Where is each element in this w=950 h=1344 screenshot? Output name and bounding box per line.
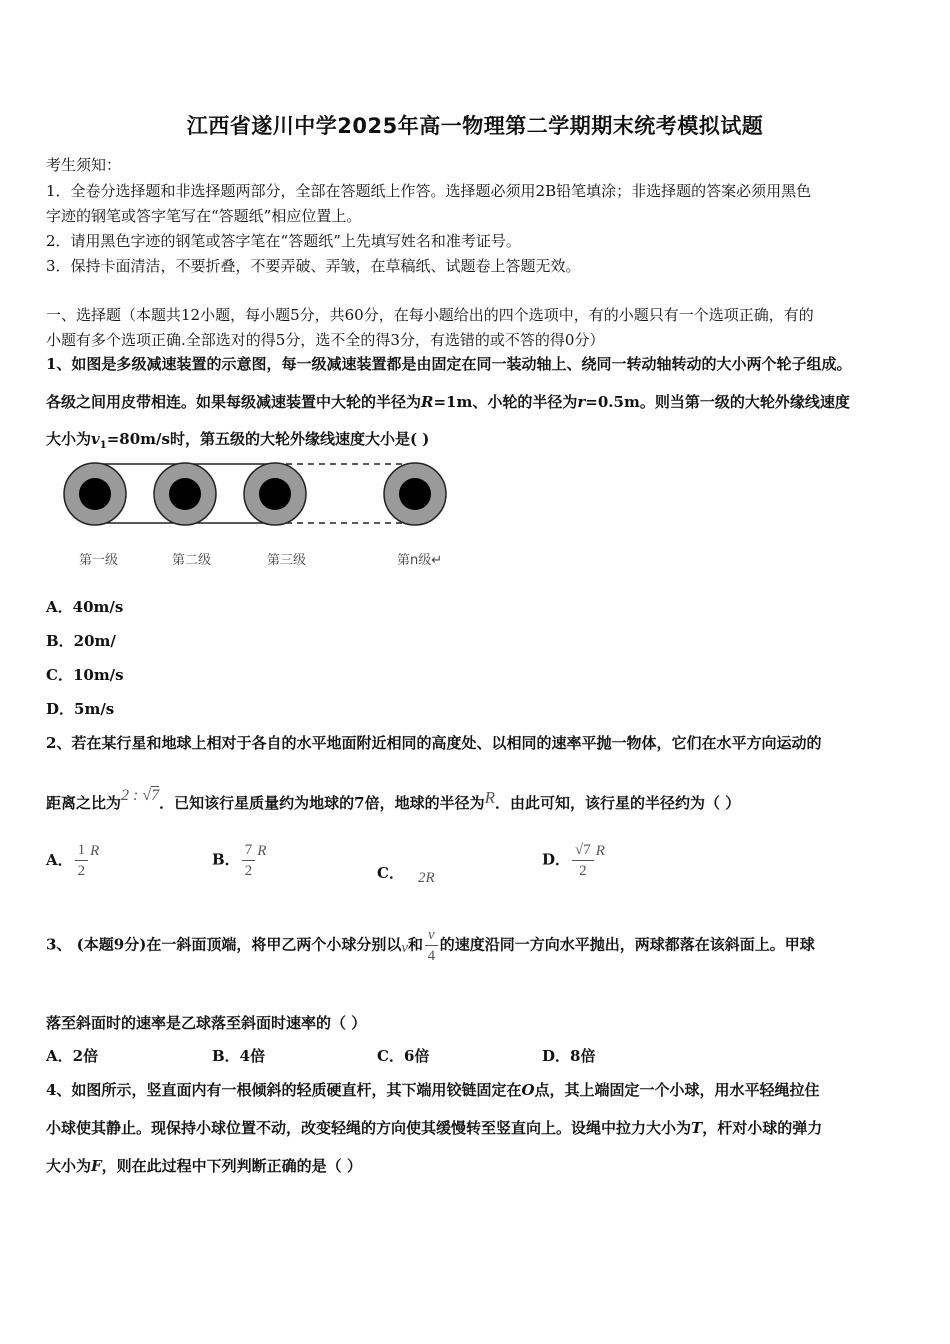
q2-line2 (46, 787, 741, 813)
notice-item-1-cont: 字迹的钢笔或答字笔写在“答题纸”相应位置上。 (46, 207, 362, 225)
q4-symbol-T: T (691, 1119, 703, 1137)
q4-line1 (46, 1079, 820, 1100)
notice-heading: 考生须知： (46, 156, 122, 174)
reduction-gear-figure (55, 455, 465, 580)
figure-label-stage-2: 第二级 (172, 553, 212, 568)
q2-option-d-unit: R (595, 842, 605, 859)
q2-line1: 2、若在某行星和地球上相对于各自的水平地面附近相同的高度处、以相同的速率平抛一物体，它们在水平方向运动的 (46, 734, 822, 752)
q4-text: 点，其上端固定一个小球，用水平轻绳拉住 (534, 1081, 820, 1099)
q1-symbol-R: R (421, 393, 434, 411)
q1-option-d[interactable]: D．5m/s (46, 700, 115, 718)
q1-line2 (46, 391, 850, 412)
q1-option-c[interactable]: C．10m/s (46, 666, 124, 684)
q4-text: 小球使其静止。现保持小球位置不动，改变轻绳的方向使其缓慢转至竖直向上。设绳中拉力大小为 (46, 1119, 692, 1137)
q4-symbol-O: O (521, 1081, 535, 1099)
q4-symbol-F: F (91, 1157, 102, 1175)
q4-line2 (46, 1117, 822, 1138)
fraction-denominator: 4 (427, 948, 436, 964)
page-title: 江西省遂川中学2025年高一物理第二学期期末统考模拟试题 (186, 114, 764, 138)
q3-score: (本题9分) (76, 935, 147, 954)
q2-option-a[interactable] (46, 840, 99, 881)
fraction-numerator: v (425, 925, 438, 946)
fraction-denominator: 2 (244, 863, 253, 879)
q4-text: 4、如图所示，竖直面内有一根倾斜的轻质硬直杆，其下端用铰链固定在 (46, 1081, 522, 1099)
q1-option-b[interactable]: B．20m/ (46, 632, 116, 650)
fraction-numerator: 7 (242, 840, 256, 861)
q1-symbol-r: r (577, 393, 586, 411)
q2-option-c-label: C． (377, 864, 404, 882)
q1-line1: 1、如图是多级减速装置的示意图，每一级减速装置都是由固定在同一装动轴上、绕同一转动轴转动的大小两个轮子组成。 (46, 355, 852, 373)
q4-text: 大小为 (46, 1157, 92, 1175)
q3-text: 的速度沿同一方向水平抛出，两球都落在该斜面上。甲球 (439, 935, 815, 954)
q1-symbol-v: v (91, 430, 100, 448)
q1-text: =0.5m。则当第一级的大轮外缘线速度 (585, 393, 850, 411)
wheel-stage-1 (64, 463, 126, 525)
q1-text: =1m、小轮的半径为 (433, 393, 578, 411)
q2-ratio (121, 787, 159, 804)
q2-option-a-fraction (75, 840, 89, 881)
q3-symbol-v: v (401, 939, 408, 956)
section-heading-line1: 一、选择题（本题共12小题，每小题5分，共60分，在每小题给出的四个选项中，有的小题只有一个选项正确，有的 (46, 306, 814, 324)
q2-option-c-value: 2R (417, 870, 435, 886)
q1-option-a[interactable]: A．40m/s (46, 598, 124, 616)
fraction-numerator: √7 (572, 840, 594, 861)
notice-item-3: 3．保持卡面清洁，不要折叠，不要弄破、弄皱，在草稿纸、试题卷上答题无效。 (46, 257, 581, 275)
sqrt-icon: √ (142, 787, 152, 804)
q2-text: 距离之比为 (46, 794, 122, 812)
q2-option-a-unit: R (90, 842, 100, 859)
wheel-stage-3 (244, 463, 306, 525)
q3-number: 3、 (46, 935, 77, 954)
q2-option-b-label: B． (212, 850, 240, 869)
q2-option-d[interactable] (542, 840, 605, 881)
figure-label-stage-n: 第n级↵ (397, 553, 443, 568)
q1-text: 各级之间用皮带相连。如果每级减速装置中大轮的半径为 (46, 393, 422, 411)
q1-subscript: 1 (99, 440, 107, 451)
q1-text: =80m/s时，第五级的大轮外缘线速度大小是( ) (106, 430, 430, 448)
q3-fraction (425, 925, 438, 966)
section-heading-line2: 小题有多个选项正确.全部选对的得5分，选不全的得3分，有选错的或不答的得0分） (46, 331, 605, 349)
q1-text: 大小为 (46, 430, 92, 448)
figure-label-stage-3: 第三级 (267, 553, 307, 568)
notice-item-1: 1．全卷分选择题和非选择题两部分，全部在答题纸上作答。选择题必须用2B铅笔填涂；非选择题的答案必须用黑色 (46, 182, 812, 200)
q2-ratio-a: 2 (121, 787, 130, 804)
q2-option-d-fraction (572, 840, 594, 881)
q3-option-c[interactable]: C．6倍 (377, 1047, 430, 1065)
q2-ratio-b: 7 (151, 787, 160, 804)
q3-line2: 落至斜面时的速率是乙球落至斜面时速率的（ ） (46, 1014, 367, 1032)
fraction-denominator: 2 (77, 863, 86, 879)
gear-diagram (55, 455, 465, 535)
q2-option-b-fraction (242, 840, 256, 881)
q3-option-d[interactable]: D．8倍 (542, 1047, 596, 1065)
fraction-denominator: 2 (579, 863, 587, 879)
wheel-stage-n (384, 463, 446, 525)
q3-text: 和 (408, 935, 424, 954)
q4-text: ，则在此过程中下列判断正确的是（ ） (101, 1157, 362, 1175)
q2-option-d-label: D． (542, 850, 571, 869)
q3-option-b[interactable]: B．4倍 (212, 1047, 266, 1065)
q4-line3 (46, 1155, 362, 1176)
q2-option-a-label: A． (46, 850, 73, 869)
q3-option-a[interactable]: A．2倍 (46, 1047, 99, 1065)
q3-text: 在一斜面顶端，将甲乙两个小球分别以 (146, 935, 402, 954)
notice-item-2: 2．请用黑色字迹的钢笔或答字笔在“答题纸”上先填写姓名和准考证号。 (46, 232, 521, 250)
wheel-stage-2 (154, 463, 216, 525)
q2-text: ．已知该行星质量约为地球的7倍，地球的半径为 (159, 794, 485, 812)
q2-option-b[interactable] (212, 840, 266, 881)
q4-text: ，杆对小球的弹力 (702, 1119, 823, 1137)
q2-option-c[interactable] (377, 862, 435, 886)
q2-radius-symbol: R (484, 788, 495, 807)
figure-label-stage-1: 第一级 (79, 553, 119, 568)
q1-line3 (46, 428, 429, 451)
q2-option-b-unit: R (257, 842, 267, 859)
fraction-numerator: 1 (75, 840, 89, 861)
q2-text: ．由此可知，该行星的半径约为（ ） (494, 794, 741, 812)
q3-line1 (46, 925, 815, 966)
q2-ratio-sep: : (129, 787, 143, 804)
